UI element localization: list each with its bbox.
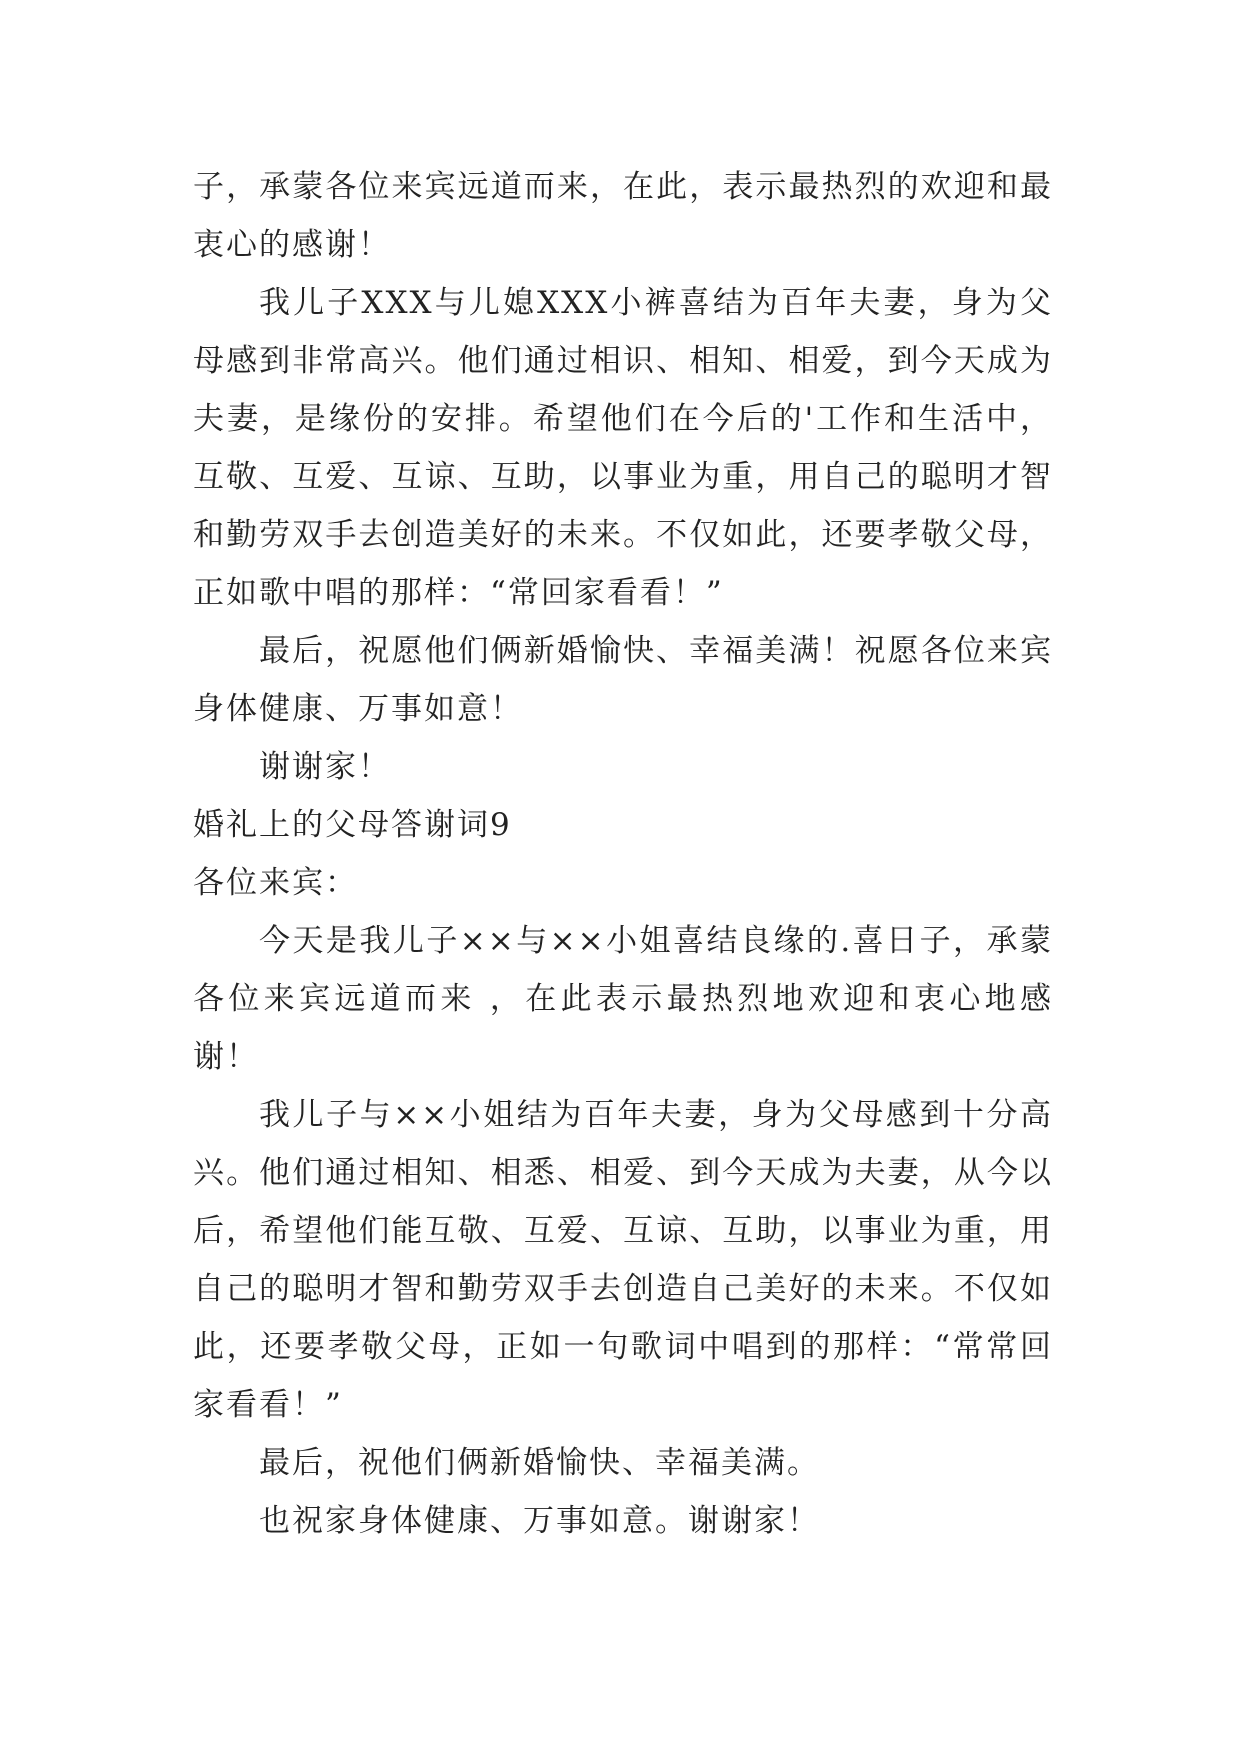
paragraph-5: 今天是我儿子××与××小姐喜结良缘的.喜日子，承蒙各位来宾远道而来 ，在此表示最热烈地欢迎和衷心地感谢！ [193, 923, 1053, 1075]
paragraph-4: 谢谢家！ [259, 749, 391, 785]
paragraph-8: 也祝家身体健康、万事如意。谢谢家！ [259, 1503, 820, 1539]
paragraph-6: 我儿子与××小姐结为百年夫妻，身为父母感到十分高兴。他们通过相知、相悉、相爱、到今天成为夫妻，从今以后，希望他们能互敬、互爱、互谅、互助，以事业为重，用自己的聪明才智和勤劳双手去创造自己美好的未来。不仅如此，还要孝敬父母，正如一句歌词中唱到的那样：“常常回家看看！” [193, 1097, 1053, 1423]
paragraph-1: 子，承蒙各位来宾远道而来，在此，表示最热烈的欢迎和最衷心的感谢！ [193, 169, 1053, 263]
salutation: 各位来宾： [193, 865, 358, 901]
document-body [193, 158, 1053, 1550]
paragraph-3: 最后，祝愿他们俩新婚愉快、幸福美满！祝愿各位来宾身体健康、万事如意！ [193, 633, 1053, 727]
section-title: 婚礼上的父母答谢词9 [193, 807, 512, 843]
paragraph-7: 最后，祝他们俩新婚愉快、幸福美满。 [259, 1445, 820, 1481]
paragraph-2: 我儿子XXX与儿媳XXX小裤喜结为百年夫妻，身为父母感到非常高兴。他们通过相识、相知、相爱，到今天成为夫妻，是缘份的安排。希望他们在今后的'工作和生活中，互敬、互爱、互谅、互助，以事业为重，用自己的聪明才智和勤劳双手去创造美好的未来。不仅如此，还要孝敬父母，正如歌中唱的那样：“常回家看看！” [193, 285, 1053, 611]
